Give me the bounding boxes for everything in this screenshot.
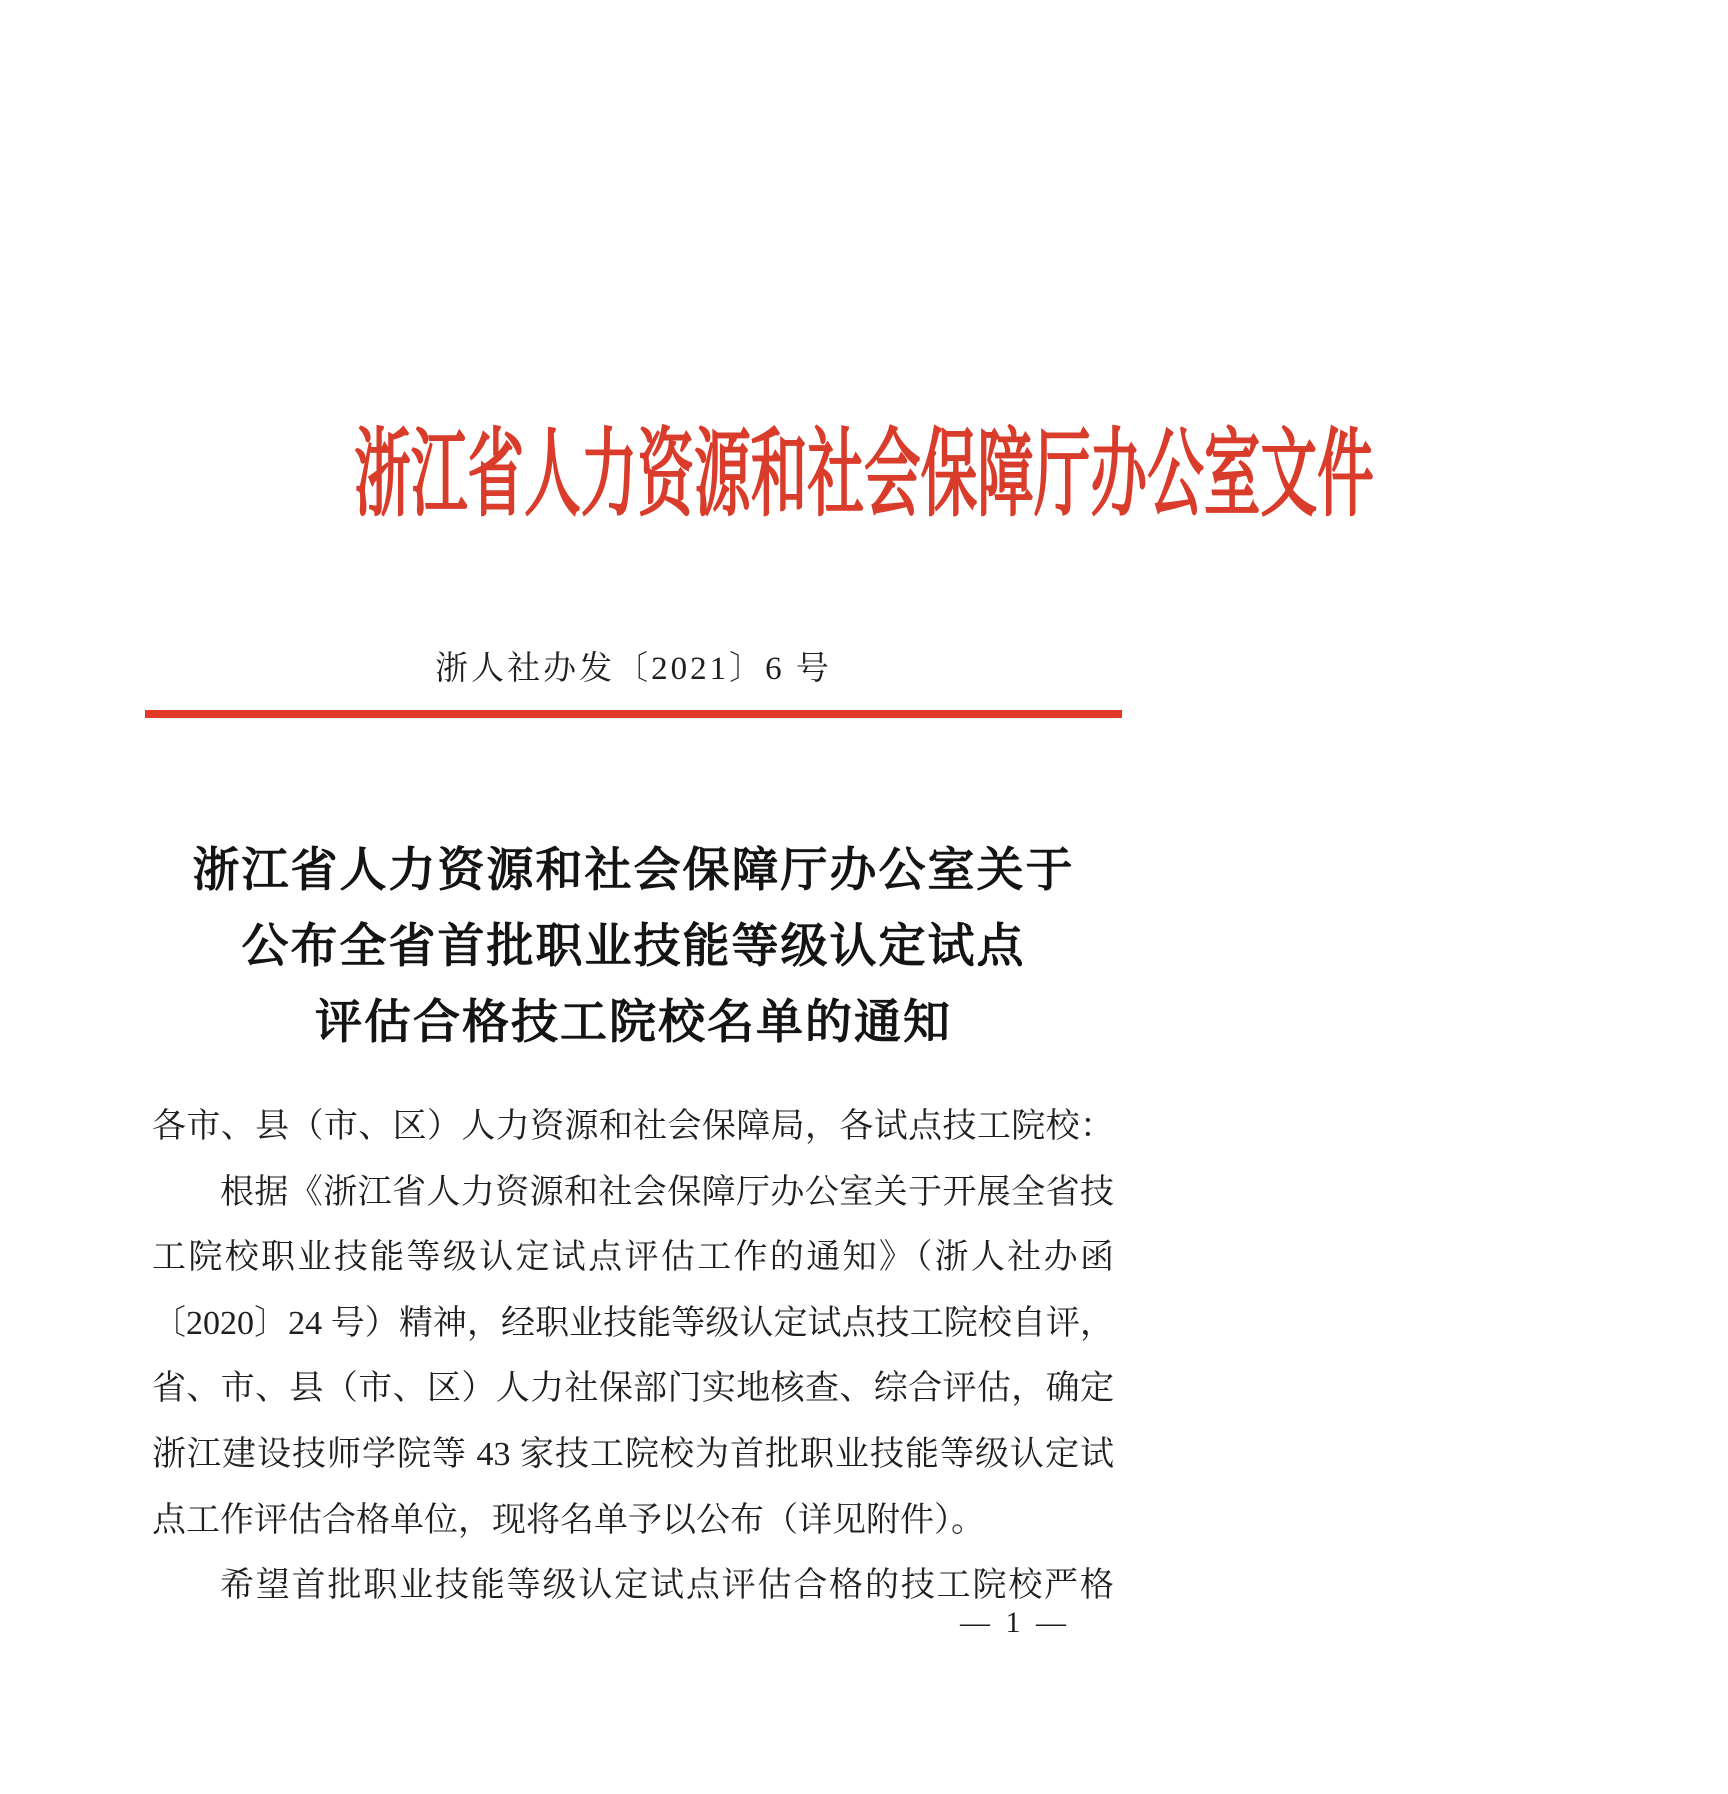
page-number: — 1 — (960, 1606, 1070, 1639)
issuing-agency-banner-title: 浙江省人力资源和社会保障厅办公室文件 (354, 421, 1374, 528)
body-line: 浙江建设技师学院等 43 家技工院校为首批职业技能等级认定试 (152, 1435, 1114, 1473)
document-title-line-2: 公布全省首批职业技能等级认定试点 (241, 921, 1026, 973)
document-title (0, 833, 1267, 1061)
document-body (152, 1094, 1114, 1619)
red-header-banner (0, 418, 1374, 532)
body-line: 点工作评估合格单位，现将名单予以公布（详见附件）。 (152, 1501, 985, 1539)
document-reference-number: 浙人社办发〔2021〕6 号 (435, 651, 832, 687)
body-line: 工院校职业技能等级认定试点评估工作的通知》（浙人社办函 (152, 1239, 1114, 1277)
body-line: 省、市、县（市、区）人力社保部门实地核查、综合评估，确定 (152, 1370, 1114, 1408)
red-divider-line (145, 710, 1122, 718)
document-title-line-1: 浙江省人力资源和社会保障厅办公室关于 (192, 845, 1075, 897)
body-line: 希望首批职业技能等级认定试点评估合格的技工院校严格 (220, 1567, 1114, 1605)
body-line: 根据《浙江省人力资源和社会保障厅办公室关于开展全省技 (220, 1173, 1114, 1211)
body-line: 〔2020〕24 号）精神，经职业技能等级认定试点技工院校自评， (152, 1304, 1114, 1342)
salutation-line: 各市、县（市、区）人力资源和社会保障局，各试点技工院校： (152, 1108, 1114, 1145)
document-title-line-3: 评估合格技工院校名单的通知 (315, 997, 952, 1049)
